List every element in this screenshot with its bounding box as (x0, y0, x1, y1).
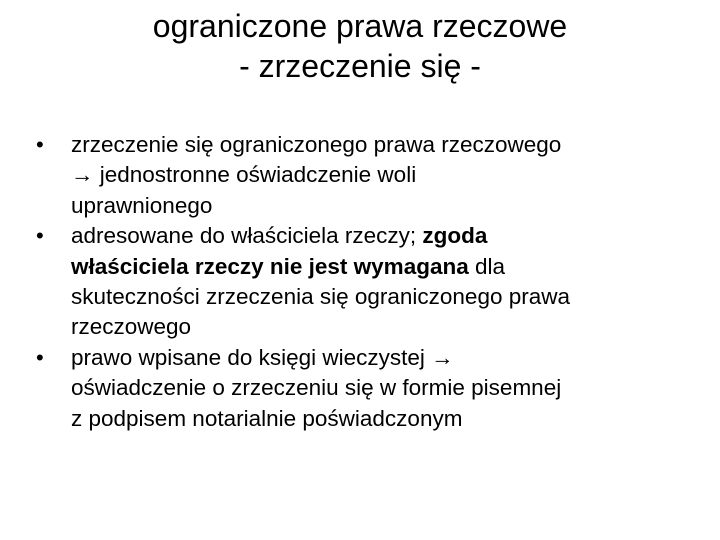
bullet-2-line-1-text: adresowane do właściciela rzeczy; (71, 223, 423, 249)
bullet-icon: • (36, 132, 44, 157)
bullet-2-bold-start: zgoda (422, 223, 488, 249)
title-line-1: ograniczone prawa rzeczowe (152, 8, 568, 44)
bullet-list (36, 130, 676, 434)
bullet-icon: • (36, 223, 44, 249)
bullet-3-line-3: z podpisem notarialnie poświadczonym (71, 405, 463, 431)
bullet-1-line-1: zrzeczenie się ograniczonego prawa rzeczowego (71, 132, 562, 157)
bullet-2-line-3: skuteczności zrzeczenia się ograniczonego prawa (71, 284, 571, 310)
arrow-right-icon: → (71, 162, 94, 188)
bullet-3-line-2: oświadczenie o zrzeczeniu się w formie pisemnej (71, 375, 562, 401)
bullet-1-line-2-text: jednostronne oświadczenie woli (93, 162, 417, 188)
bullet-1-line-2 (71, 160, 676, 190)
bullet-item-1 (36, 130, 676, 221)
bullet-1-line-3: uprawnionego (71, 192, 213, 218)
slide-title (36, 6, 684, 86)
bullet-item-3 (36, 343, 676, 434)
arrow-right-icon: → (431, 344, 454, 370)
bullet-2-line-2 (71, 252, 676, 282)
bullet-item-2 (36, 221, 676, 343)
bullet-3-line-1-text: prawo wpisane do księgi wieczystej (71, 344, 432, 370)
bullet-2-line-2-rest: dla (468, 253, 505, 279)
bullet-3-line-1 (71, 343, 676, 373)
bullet-icon: • (36, 344, 44, 370)
bullet-2-line-4: rzeczowego (71, 314, 192, 340)
title-line-2: - zrzeczenie się - (239, 48, 481, 84)
bullet-2-line-1 (71, 221, 676, 251)
bullet-2-bold-text: właściciela rzeczy nie jest wymagana (71, 253, 469, 279)
